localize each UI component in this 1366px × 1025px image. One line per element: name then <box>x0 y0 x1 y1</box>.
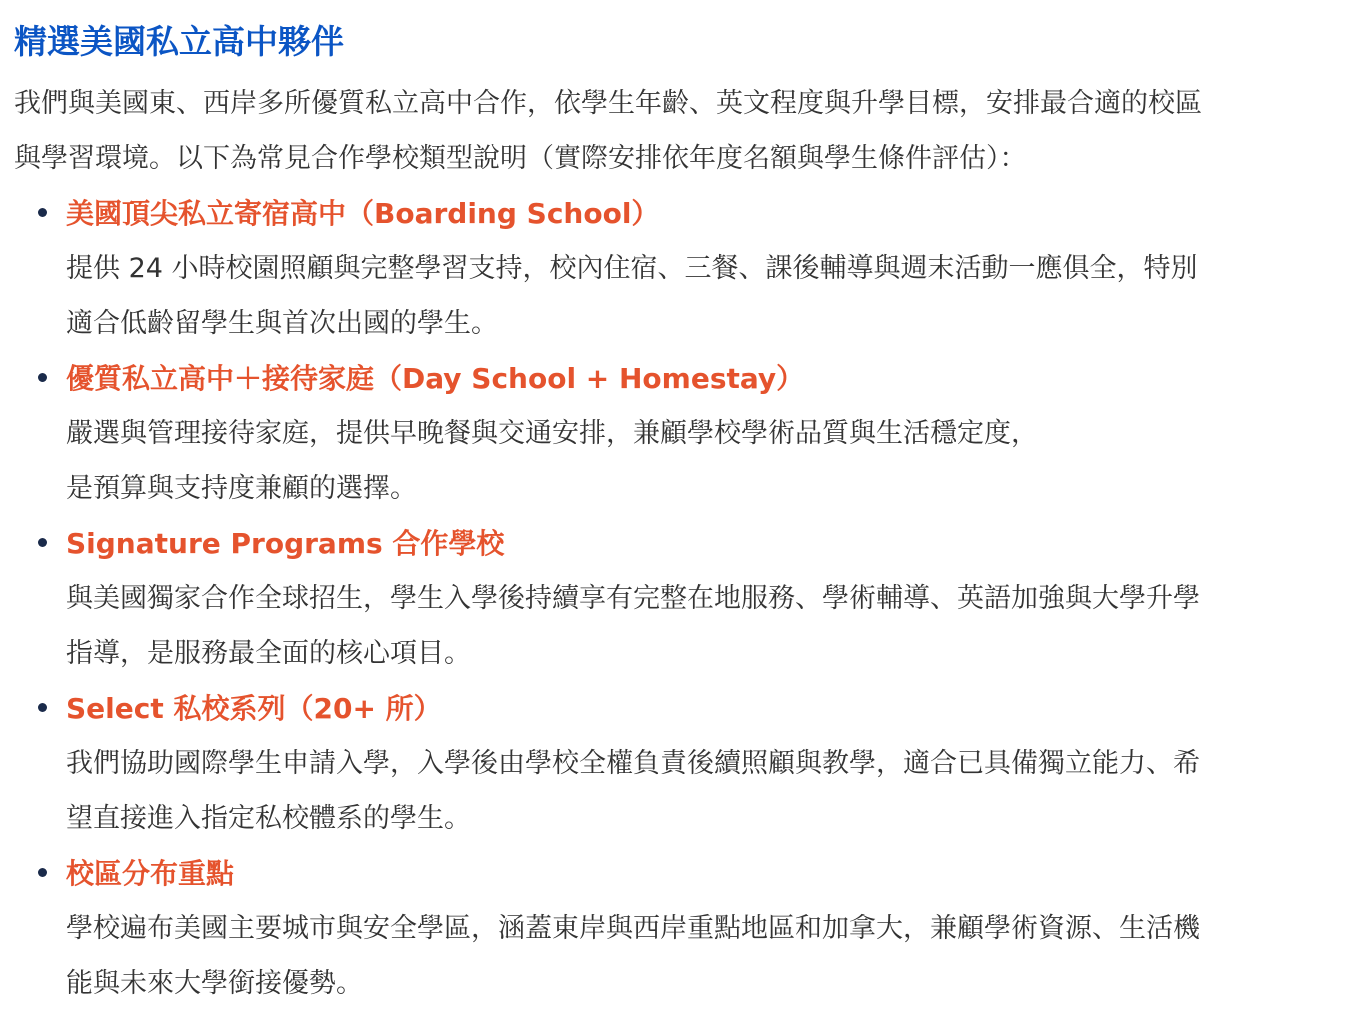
list-item <box>14 186 1354 351</box>
school-type-list <box>14 186 1354 1011</box>
list-item <box>14 846 1354 1011</box>
item-description <box>66 901 1354 1011</box>
list-item <box>14 681 1354 846</box>
item-title: Select 私校系列（20+ 所） <box>66 692 442 725</box>
item-title: 校區分布重點 <box>66 857 235 890</box>
intro-line: 與學習環境。以下為常見合作學校類型說明（實際安排依年度名額與學生條件評估）： <box>14 143 1027 174</box>
page-title: 精選美國私立高中夥伴 <box>14 22 344 61</box>
bullet-dot-icon <box>38 703 47 712</box>
description-line: 提供 24 小時校園照顧與完整學習支持，校內住宿、三餐、課後輔導與週末活動一應俱全，特別 <box>66 253 1198 284</box>
item-description <box>66 241 1354 351</box>
description-line: 指導，是服務最全面的核心項目。 <box>66 638 471 669</box>
description-line: 學校遍布美國主要城市與安全學區，涵蓋東岸與西岸重點地區和加拿大，兼顧學術資源、生活機 <box>66 913 1200 944</box>
description-line: 與美國獨家合作全球招生，學生入學後持續享有完整在地服務、學術輔導、英語加強與大學升學 <box>66 583 1200 614</box>
item-description <box>66 736 1354 846</box>
item-title: Signature Programs 合作學校 <box>66 527 505 560</box>
description-line: 我們協助國際學生申請入學，入學後由學校全權負責後續照顧與教學，適合已具備獨立能力、希 <box>66 748 1200 779</box>
list-item <box>14 516 1354 681</box>
item-description <box>66 571 1354 681</box>
description-line: 望直接進入指定私校體系的學生。 <box>66 803 471 834</box>
description-line: 嚴選與管理接待家庭，提供早晚餐與交通安排，兼顧學校學術品質與生活穩定度， <box>66 418 1038 449</box>
bullet-dot-icon <box>38 868 47 877</box>
intro-line: 我們與美國東、西岸多所優質私立高中合作，依學生年齡、英文程度與升學目標，安排最合適的校區 <box>14 88 1202 119</box>
item-title: 美國頂尖私立寄宿高中（Boarding School） <box>66 197 660 230</box>
intro-paragraph <box>14 76 1354 186</box>
list-item <box>14 351 1354 516</box>
bullet-dot-icon <box>38 208 47 217</box>
item-description <box>66 406 1354 516</box>
bullet-dot-icon <box>38 538 47 547</box>
description-line: 是預算與支持度兼顧的選擇。 <box>66 473 417 504</box>
item-title: 優質私立高中＋接待家庭（Day School + Homestay） <box>66 362 805 395</box>
description-line: 能與未來大學銜接優勢。 <box>66 968 363 999</box>
bullet-dot-icon <box>38 373 47 382</box>
description-line: 適合低齡留學生與首次出國的學生。 <box>66 308 498 339</box>
